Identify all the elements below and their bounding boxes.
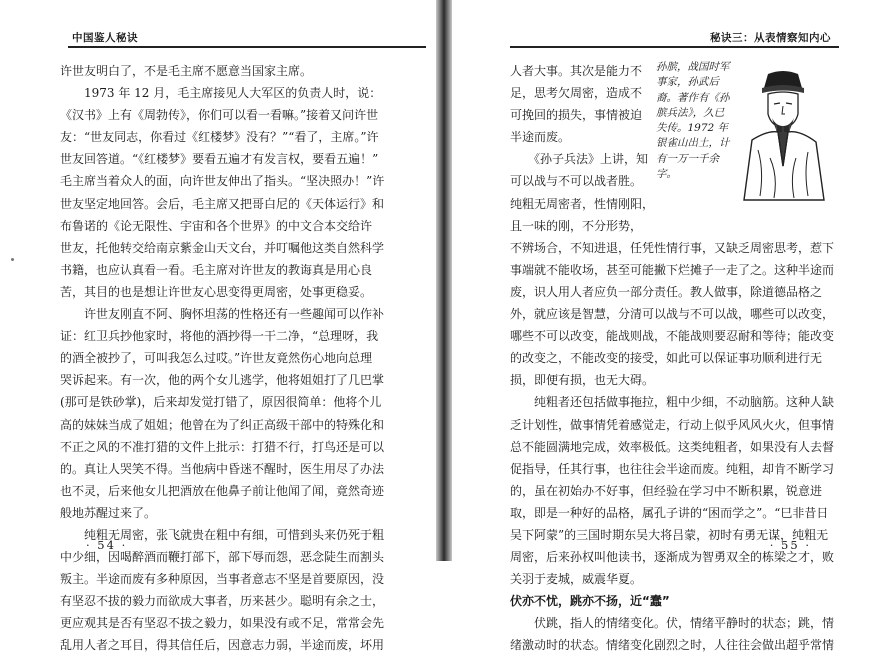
left-page bbox=[0, 0, 436, 653]
text-line: 外，就应该是智慧，分清可以战与不可以战，哪些可以改变， bbox=[510, 307, 835, 322]
text-line: 可挽回的损失，事情被迫 bbox=[510, 108, 643, 123]
text-line: 半途而废。 bbox=[510, 130, 571, 145]
sun-bin-portrait-illustration bbox=[738, 66, 828, 202]
text-line: 可以战与不可以战者胜。 bbox=[510, 174, 643, 189]
text-line: 的。真让人哭笑不得。当他病中昏迷不醒时，医生用尽了办法 bbox=[60, 461, 385, 476]
sidebar-note bbox=[656, 60, 740, 182]
text-line: 人者大事。其次是能力不 bbox=[510, 64, 643, 78]
text-line: 布鲁诺的《论无限性、宇宙和各个世界》的中文合本交给许 bbox=[60, 218, 373, 233]
text-line: 不辨场合，不知进退，任凭性情行事，又缺乏周密思考，惹下 bbox=[510, 240, 835, 255]
sidebar-line: 银雀山出土，计 bbox=[656, 137, 730, 150]
text-line: 纯粗无周密者，性情刚阳， bbox=[510, 196, 655, 211]
text-line: 哪些不可以改变，能战则战，不能战则要忍耐和等待；能改变 bbox=[510, 329, 835, 344]
header-rule bbox=[68, 46, 426, 48]
text-line: 许世友明白了，不是毛主席不愿意当国家主席。 bbox=[60, 64, 313, 78]
sidebar-line: 孙膑，战国时军 bbox=[656, 61, 730, 73]
text-line: 也不灵，后来他女儿把酒放在他鼻子前让他闻了闻，竟然奇迹 bbox=[60, 483, 385, 498]
text-line: 取，即是一种好的品格，属孔子讲的“困而学之”。“巳非昔日 bbox=[510, 505, 829, 520]
text-line: 伏跳，指人的情绪变化。伏，情绪平静时的状态；跳，情 bbox=[510, 616, 835, 631]
text-line: 毛主席当着众人的面，向许世友伸出了指头。“坚决照办！”许 bbox=[60, 174, 385, 189]
page-number: · 55 · bbox=[769, 538, 811, 552]
book-spine bbox=[436, 0, 452, 561]
page-number: · 54 · bbox=[86, 538, 128, 552]
text-line: 叛主。半途而废有多种原因，当事者意志不坚是首要原因，没 bbox=[60, 572, 385, 587]
text-line: 足，思考欠周密，造成不 bbox=[510, 86, 643, 101]
text-line: 不正之风的不准打猎的文件上批示：打猎不行，打鸟还是可以 bbox=[60, 439, 385, 454]
text-line: 世友，托他转交给南京紫金山天文台，并叮嘱他这类自然科学 bbox=[60, 240, 385, 255]
sidebar-line: 膑兵法》，久已 bbox=[656, 106, 725, 119]
text-line: 关羽于麦城，威震华夏。 bbox=[510, 572, 643, 587]
sidebar-line: 事家，孙武后 bbox=[656, 76, 719, 89]
text-line: 书籍，也应认真看一看。毛主席对许世友的教诲真是用心良 bbox=[60, 262, 373, 277]
section-heading: 伏亦不忧，跳亦不扬，近“蠢” bbox=[510, 594, 670, 609]
scan-speck bbox=[11, 258, 14, 261]
text-line: 世友回答道。“《红楼梦》要看五遍才有发言权，要看五遍！” bbox=[60, 152, 379, 167]
text-line: 世友坚定地回答。会后，毛主席又把哥白尼的《天体运行》和 bbox=[60, 196, 385, 211]
header-rule bbox=[510, 46, 839, 48]
sidebar-line: 字。 bbox=[656, 168, 677, 181]
text-line: 事端就不能收场，甚至可能撇下烂摊子一走了之。这种半途而 bbox=[510, 262, 835, 277]
text-line: 1973 年 12 月，毛主席接见人大军区的负责人时，说： bbox=[60, 86, 382, 101]
text-line: 有坚忍不拔的毅力而欲成大事者，历来甚少。聪明有余之士， bbox=[60, 594, 385, 609]
text-line: 乏计划性，做事情凭着感觉走，行动上似乎风风火火，但事情 bbox=[510, 417, 835, 432]
text-line: 高的妹妹当成了姐姐；他曾在为了纠正高级干部中的特殊化和 bbox=[60, 417, 385, 432]
text-line: 友：“世友同志，你看过《红楼梦》没有？”“看了，主席。”许 bbox=[60, 130, 379, 145]
text-line: 周密，后来孙权叫他读书，逐渐成为智勇双全的栋梁之才，败 bbox=[510, 550, 835, 565]
text-line: 废，识人用人者应负一部分责任。教人做事，除道德品格之 bbox=[510, 284, 823, 299]
text-line: 的改变之，不能改变的接受，如此可以保证事功顺利进行无 bbox=[510, 351, 823, 366]
text-line: (那可是铁砂掌)，后来却发觉打错了，原因很简单：他将个儿 bbox=[60, 395, 382, 410]
sidebar-line: 失传。1972 年 bbox=[656, 122, 729, 135]
sidebar-line: 有一万一千余 bbox=[656, 152, 719, 165]
text-line: 绪激动时的状态。情绪变化剧烈之时，人往往会做出超乎常情 bbox=[510, 638, 835, 653]
text-line: 损，即便有损，也无大碍。 bbox=[510, 373, 655, 388]
text-line: 纯粗者还包括做事拖拉，粗中少细，不动脑筋。这种人缺 bbox=[510, 395, 835, 410]
text-line: 促指导，任其行事，也往往会半途而废。纯粗，却肯不断学习 bbox=[510, 461, 835, 476]
text-line: 总不能圆满地完成，效率极低。这类纯粗者，如果没有人去督 bbox=[510, 439, 835, 454]
text-line: 的，虽在初始办不好事，但经验在学习中不断积累，锐意进 bbox=[510, 483, 823, 498]
chapter-title-header: 秘诀三：从表情察知内心 bbox=[710, 32, 831, 44]
text-line: 证：红卫兵抄他家时，将他的酒抄得一干二净，“总理呀，我 bbox=[60, 329, 379, 344]
text-line: 且一味的刚，不分形势， bbox=[510, 218, 643, 233]
sidebar-line: 裔。著作有《孙 bbox=[656, 91, 730, 104]
text-line: 《孙子兵法》上讲，知 bbox=[510, 152, 649, 167]
text-line: 更应观其是否有坚忍不拔之毅力，如果没有或不足，常常会先 bbox=[60, 616, 385, 631]
text-line: 哭诉起来。有一次，他的两个女儿逃学，他将姐姐打了几巴掌 bbox=[60, 373, 385, 388]
text-line: 《汉书》上有《周勃传》，你们可以看一看嘛。”接着又问许世 bbox=[60, 108, 379, 123]
text-line: 纯粗无周密，张飞就贵在粗中有细，可惜到头来仍死于粗 bbox=[60, 527, 385, 542]
text-line: 许世友刚直不阿、胸怀坦荡的性格还有一些趣闻可以作补 bbox=[60, 307, 385, 322]
text-line: 的酒全被抄了，可叫我怎么过哎。”许世友竟然伤心地向总理 bbox=[60, 351, 373, 366]
text-line: 乱用人者之耳目，得其信任后，因意志力弱，半途而废，坏用 bbox=[60, 638, 385, 653]
text-line: 苦，其目的也是想让许世友心思变得更周密，处事更稳妥。 bbox=[60, 284, 373, 299]
text-line: 般地苏醒过来了。 bbox=[60, 505, 157, 520]
left-body-text bbox=[60, 60, 385, 657]
text-line: 吴下阿蒙”的三国时期东吴大将吕蒙，初时有勇无谋，纯粗无 bbox=[510, 527, 829, 542]
text-line: 中少细，因喝醉酒而鞭打部下，部下辱而怨，恶念陡生而割头 bbox=[60, 550, 385, 565]
book-title-header: 中国鉴人秘诀 bbox=[72, 32, 138, 44]
